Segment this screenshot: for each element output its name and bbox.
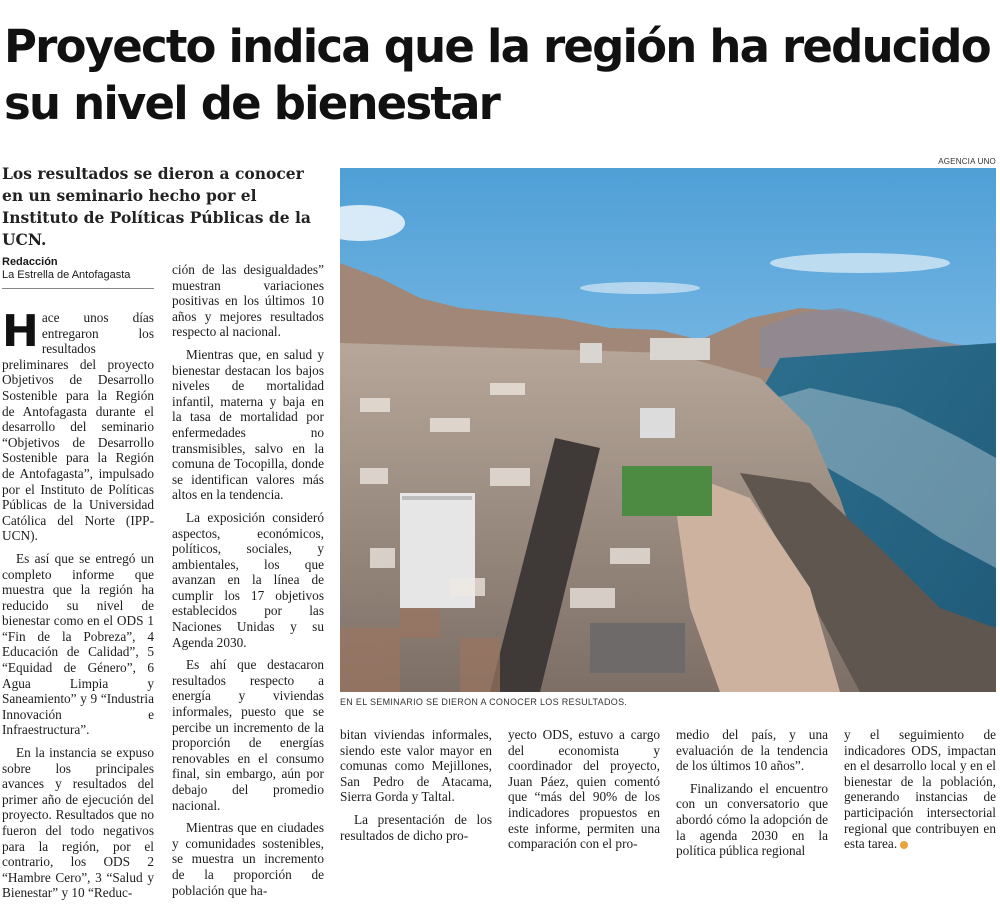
paragraph — [844, 727, 996, 852]
paragraph: Finalizando el encuentro con un conversatorio que abordó cómo la adopción de la agenda 2030 en la política pública regional — [676, 780, 828, 859]
headline: Proyecto indica que la región ha reducido su nivel de bienestar — [4, 20, 990, 130]
paragraph-text: ace unos días entregaron los resultados preliminares del proyecto Objetivos de Desarrollo Sostenible para la Región de Antofagasta durante el desarrollo del seminario “Objetivos de Desarrollo Sostenible para la Región de Antofagasta”, impulsado por el Instituto de Políticas Públicas de la Universidad Católica del Norte (IPP-UCN). — [2, 310, 154, 544]
byline-divider — [2, 288, 154, 289]
end-mark-icon — [900, 841, 908, 849]
paragraph: bitan viviendas informales, siendo este valor mayor en comunas como Mejillones, San Pedro de Atacama, Sierra Gorda y Taltal. — [340, 727, 492, 805]
drop-cap: H — [2, 306, 39, 357]
paragraph: La presentación de los resultados de dicho pro- — [340, 811, 492, 843]
photo-caption: EN EL SEMINARIO SE DIERON A CONOCER LOS RESULTADOS. — [340, 697, 628, 707]
coastal-city-photo — [340, 168, 996, 692]
article-column-3 — [340, 727, 492, 850]
paragraph: Es ahí que destacaron resultados respecto a energía y viviendas informales, puesto que se percibe un incremento de la proporción de energías renovables en el consumo final, sin embargo, aún por debajo del promedio nacional. — [172, 657, 324, 813]
byline — [2, 256, 162, 282]
paragraph: Es así que se entregó un completo informe que muestra que la región ha reducido su nivel de bienestar como en el ODS 1 “Fin de la Pobreza”, 4 Educación de Calidad”, 5 “Equidad de Género”, 6 Agua Limpia y Saneamiento” y 9 “Industria Innovación e Infraestructura”. — [2, 550, 154, 738]
byline-outlet: La Estrella de Antofagasta — [2, 269, 131, 281]
paragraph: La exposición consideró aspectos, económicos, políticos, sociales, y ambientales, los que avanzan en la línea de cumplir los 17 objetivos establecidos por las Naciones Unidas y su Agenda 2030. — [172, 509, 324, 650]
article-column-5 — [676, 727, 828, 866]
paragraph: Mientras que, en salud y bienestar destacan los bajos niveles de mortalidad infantil, materna y baja en la tasa de mortalidad por enfermedades no transmisibles, salvo en la comuna de Tocopilla, donde se identifican valores más altos en la tendencia. — [172, 346, 324, 503]
paragraph: En la instancia se expuso sobre los principales avances y resultados del primer año de ejecución del proyecto. Resultados que no fueron del todo negativos para la región, por el contrario, los ODS 2 “Hambre Cero”, 3 “Salud y Bienestar” y 10 “Reduc- — [2, 745, 154, 901]
paragraph: yecto ODS, estuvo a cargo del economista y coordinador del proyecto, Juan Páez, quien comentó que “más del 90% de los indicadores propuestos en este informe, permiten una comparación con el pro- — [508, 727, 660, 852]
paragraph-text: y el seguimiento de indicadores ODS, impactan en el desarrollo local y en el bienestar de la población, generando instancias de participación intersectorial regional que contribuyen en esta tarea. — [844, 727, 996, 852]
paragraph — [2, 306, 154, 544]
article-column-4 — [508, 727, 660, 859]
article-column-6 — [844, 727, 996, 859]
deck-subtitle: Los resultados se dieron a conocer en un seminario hecho por el Instituto de Políticas Públicas de la UCN. — [2, 164, 311, 249]
byline-author: Redacción — [2, 256, 58, 268]
photo-credit: AGENCIA UNO — [938, 157, 996, 166]
paragraph: medio del país, y una evaluación de la tendencia de los últimos 10 años”. — [676, 727, 828, 774]
article-column-2 — [172, 262, 324, 905]
paragraph: ción de las desigualdades” muestran variaciones positivas en los últimos 10 años y mejores resultados respecto al nacional. — [172, 262, 324, 340]
paragraph: Mientras que en ciudades y comunidades sostenibles, se muestra un incremento de la proporción de población que ha- — [172, 820, 324, 898]
article-column-1 — [2, 306, 154, 908]
